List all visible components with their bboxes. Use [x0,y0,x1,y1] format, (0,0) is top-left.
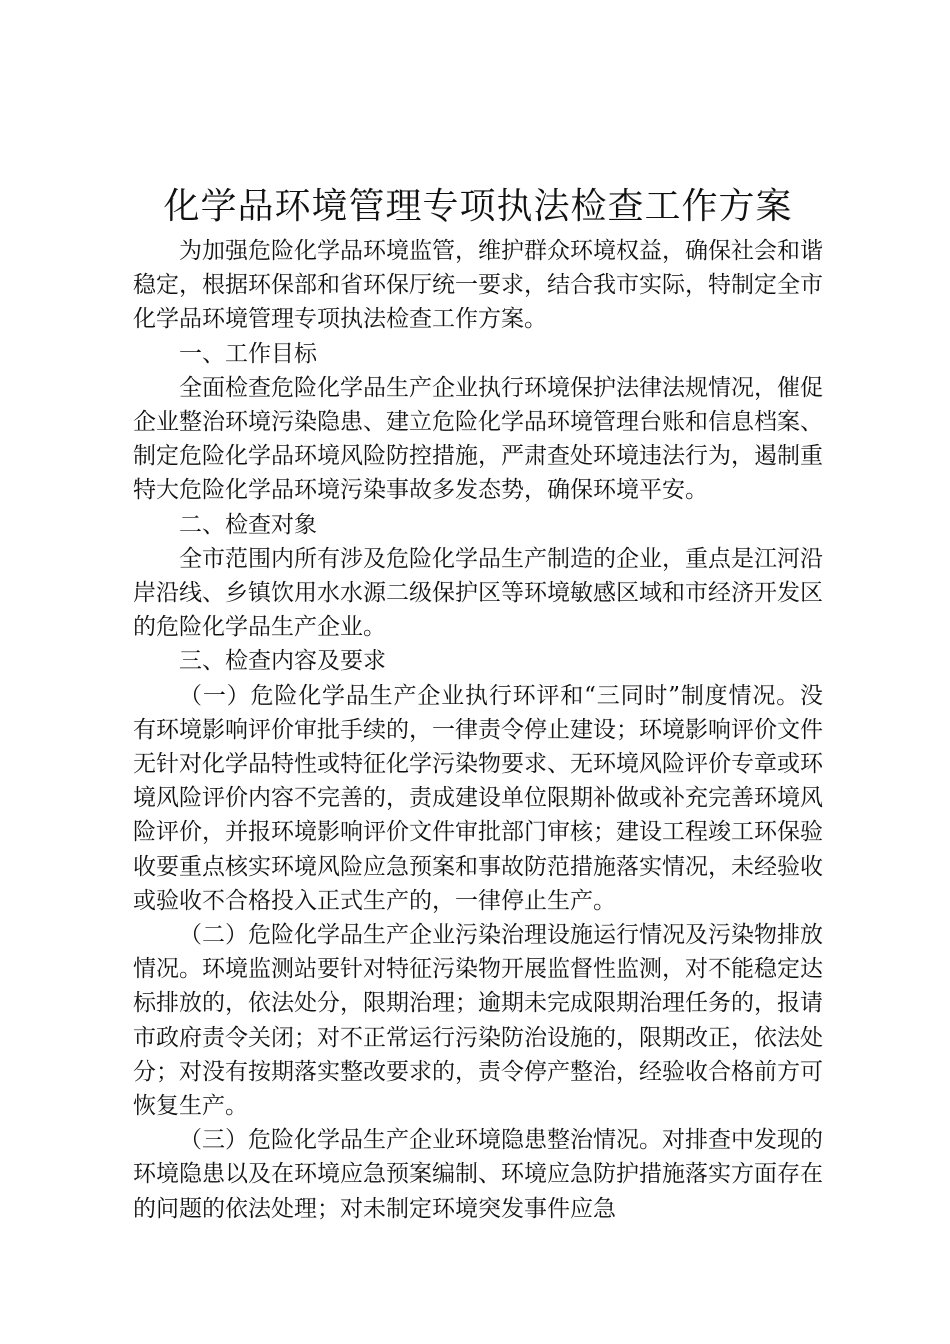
targets-paragraph: 全市范围内所有涉及危险化学品生产制造的企业，重点是江河沿岸沿线、乡镇饮用水水源二级保护区等环境敏感区域和市经济开发区的危险化学品生产企业。 [133,545,823,641]
document-title: 化学品环境管理专项执法检查工作方案 [163,186,793,227]
section-heading-goals: 一、工作目标 [179,340,317,367]
section-heading-targets: 二、检查对象 [179,511,317,538]
section-heading-content: 三、检查内容及要求 [179,648,386,675]
document-page [133,180,823,1226]
content-item-2: （二）危险化学品生产企业污染治理设施运行情况及污染物排放情况。环境监测站要针对特征污染物开展监督性监测，对不能稳定达标排放的，依法处分，限期治理；逾期未完成限期治理任务的，报请市政府责令关闭；对不正常运行污染防治设施的，限期改正，依法处分；对没有按期落实整改要求的，责令停产整治，经验收合格前方可恢复生产。 [133,922,823,1120]
intro-paragraph: 为加强危险化学品环境监管，维护群众环境权益，确保社会和谐稳定，根据环保部和省环保厅统一要求，结合我市实际，特制定全市化学品环境管理专项执法检查工作方案。 [133,238,823,333]
content-item-1: （一）危险化学品生产企业执行环评和“三同时”制度情况。没有环境影响评价审批手续的，一律责令停止建设；环境影响评价文件无针对化学品特性或特征化学污染物要求、无环境风险评价专章或环境风险评价内容不完善的，责成建设单位限期补做或补充完善环境风险评价，并报环境影响评价文件审批部门审核；建设工程竣工环保验收要重点核实环境风险应急预案和事故防范措施落实情况，未经验收或验收不合格投入正式生产的，一律停止生产。 [133,682,823,914]
goals-paragraph: 全面检查危险化学品生产企业执行环境保护法律法规情况，催促企业整治环境污染隐患、建立危险化学品环境管理台账和信息档案、制定危险化学品环境风险防控措施，严肃查处环境违法行为，遏制重特大危险化学品环境污染事故多发态势，确保环境平安。 [133,374,823,504]
content-item-3: （三）危险化学品生产企业环境隐患整治情况。对排查中发现的环境隐患以及在环境应急预案编制、环境应急防护措施落实方面存在的问题的依法处理；对未制定环境突发事件应急 [133,1127,823,1222]
